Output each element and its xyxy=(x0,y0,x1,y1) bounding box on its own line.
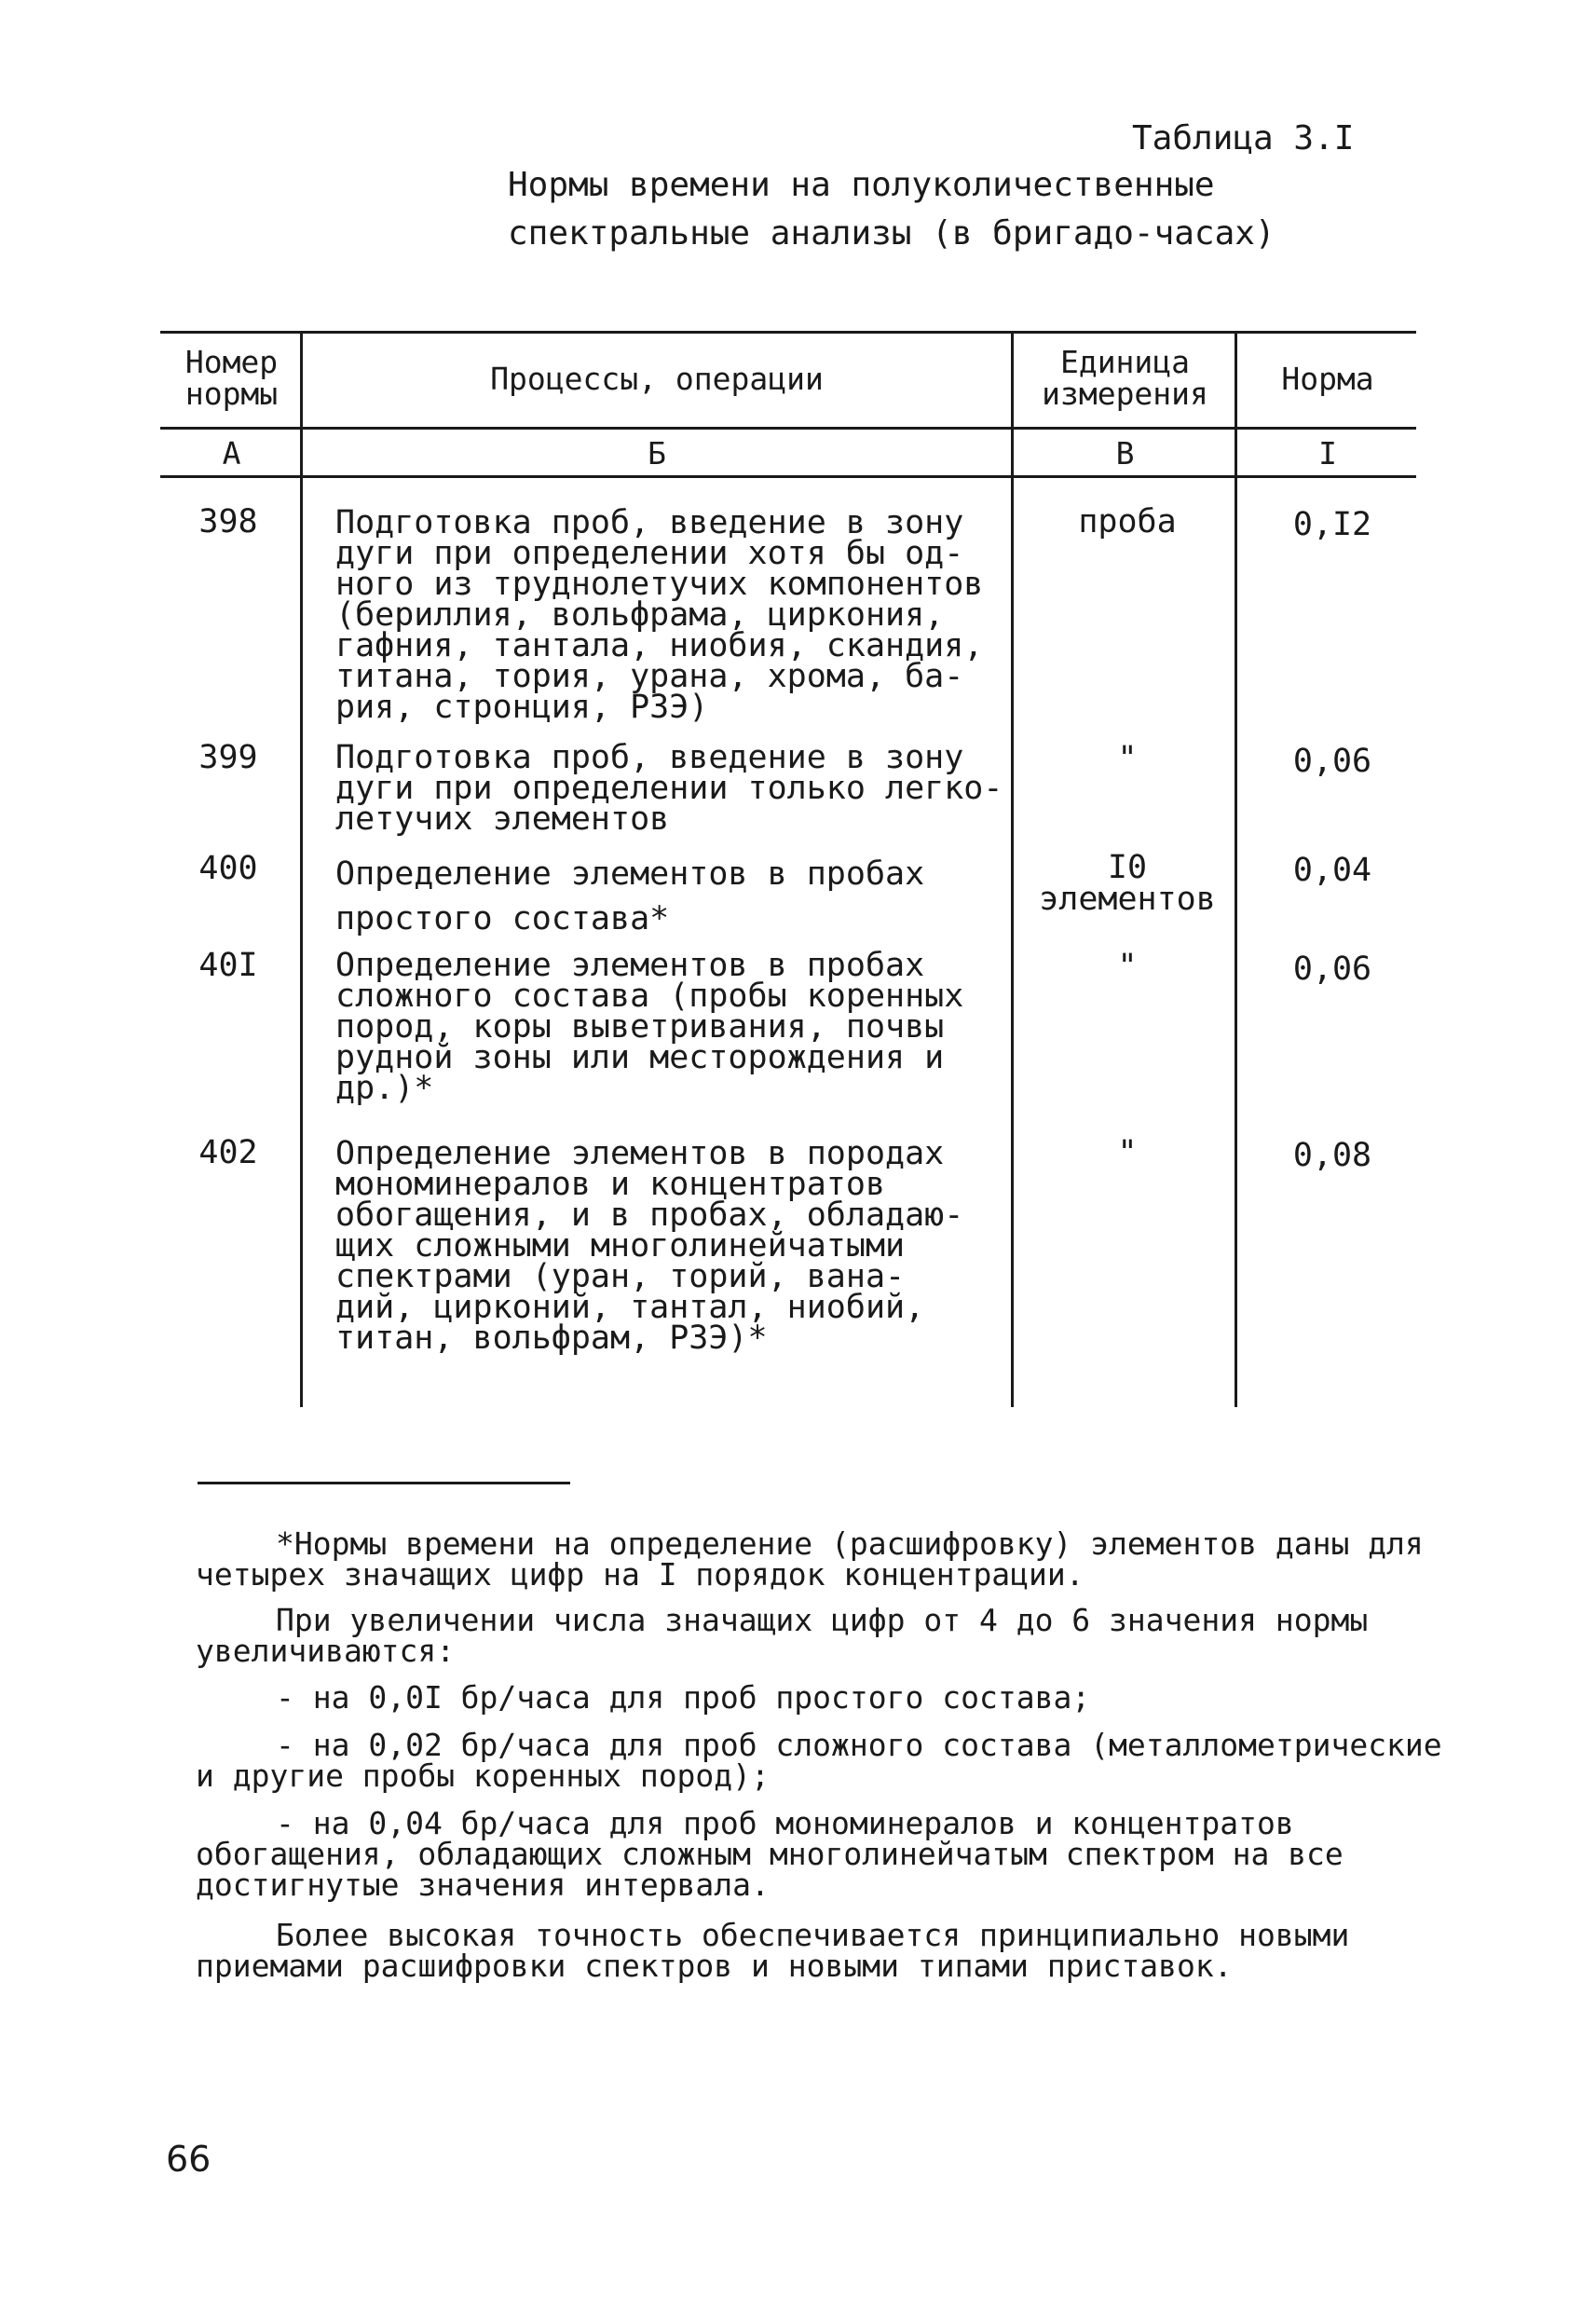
row-unit: проба xyxy=(1078,503,1177,540)
page-number: 66 xyxy=(166,2139,211,2180)
table-column-divider-2 xyxy=(1011,331,1014,1407)
table-label: Таблица 3.I xyxy=(1132,119,1355,157)
row-norm: 0,I2 xyxy=(1292,506,1372,543)
table-header-rule xyxy=(160,427,1416,430)
table-title-line-1: Нормы времени на полуколичественные xyxy=(508,166,1215,204)
row-process: Определение элементов в пробах сложного состава (пробы коренных пород, коры выветривания, почвы рудной зоны или месторождения и др.)* xyxy=(335,947,964,1107)
row-unit: I0 элементов xyxy=(1039,849,1216,918)
header-number: Номер нормы xyxy=(184,344,279,412)
column-letter-a: А xyxy=(222,435,241,472)
table-title-line-2: спектральные анализы (в бригадо-часах) xyxy=(508,214,1275,253)
row-unit: " xyxy=(1117,740,1138,777)
footnote-paragraph: - на 0,02 бр/часа для проб сложного состава (металлометрические и другие пробы коренных пород); xyxy=(196,1727,1442,1794)
row-number: 40I xyxy=(198,947,258,984)
header-process: Процессы, операции xyxy=(490,361,824,397)
table-top-rule xyxy=(160,331,1416,334)
footnote-paragraph: - на 0,0I бр/часа для проб простого состава; xyxy=(276,1679,1091,1716)
column-letter-b: Б xyxy=(648,435,666,472)
footnote-separator xyxy=(198,1482,570,1484)
footnote-paragraph: При увеличении числа значащих цифр от 4 до 6 значения нормы увеличиваются: xyxy=(196,1602,1369,1669)
row-process: Подготовка проб, введение в зону дуги при определении только легко- летучих элементов xyxy=(335,739,1003,838)
row-unit: " xyxy=(1117,1134,1138,1171)
column-letter-i: I xyxy=(1318,435,1337,472)
row-norm: 0,06 xyxy=(1292,743,1372,780)
row-process: Определение элементов в породах мономинералов и концентратов обогащения, и в пробах, обладаю- щих сложными многолинейчатыми спектрами (уран, торий, вана- дий, цирконий, тантал, ниобий, титан, вольфрам, РЗЭ)* xyxy=(335,1135,964,1357)
footnote-paragraph: Более высокая точность обеспечивается принципиально новыми приемами расшифровки спектров и новыми типами приставок. xyxy=(196,1917,1350,1984)
header-unit: Единица измерения xyxy=(1042,344,1208,412)
row-norm: 0,04 xyxy=(1292,852,1372,889)
row-unit: " xyxy=(1117,948,1138,985)
header-norm: Норма xyxy=(1281,361,1374,397)
row-process: Определение элементов в пробах простого состава* xyxy=(335,855,925,937)
row-number: 400 xyxy=(198,850,258,887)
row-number: 399 xyxy=(198,739,258,776)
row-process: Подготовка проб, введение в зону дуги при определении хотя бы од- ного из труднолетучих компонентов (бериллия, вольфрама, циркония, гафния, тантала, ниобия, скандия, титана, тория, урана, хрома, ба- рия, стронция, РЗЭ) xyxy=(335,504,984,726)
column-letter-v: В xyxy=(1115,435,1135,472)
row-norm: 0,06 xyxy=(1292,950,1372,988)
footnote-asterisk: *Нормы времени на определение (расшифровку) элементов даны для четырех значащих цифр на I порядок концентрации. xyxy=(196,1525,1424,1593)
table-column-divider-1 xyxy=(300,331,303,1407)
row-norm: 0,08 xyxy=(1292,1137,1372,1174)
row-number: 402 xyxy=(198,1134,258,1171)
table-letter-rule xyxy=(160,475,1416,478)
row-number: 398 xyxy=(198,503,258,540)
footnote-paragraph: - на 0,04 бр/часа для проб мономинералов и концентратов обогащения, обладающих сложным многолинейчатым спектром на все достигнутые значения интервала. xyxy=(196,1805,1344,1903)
